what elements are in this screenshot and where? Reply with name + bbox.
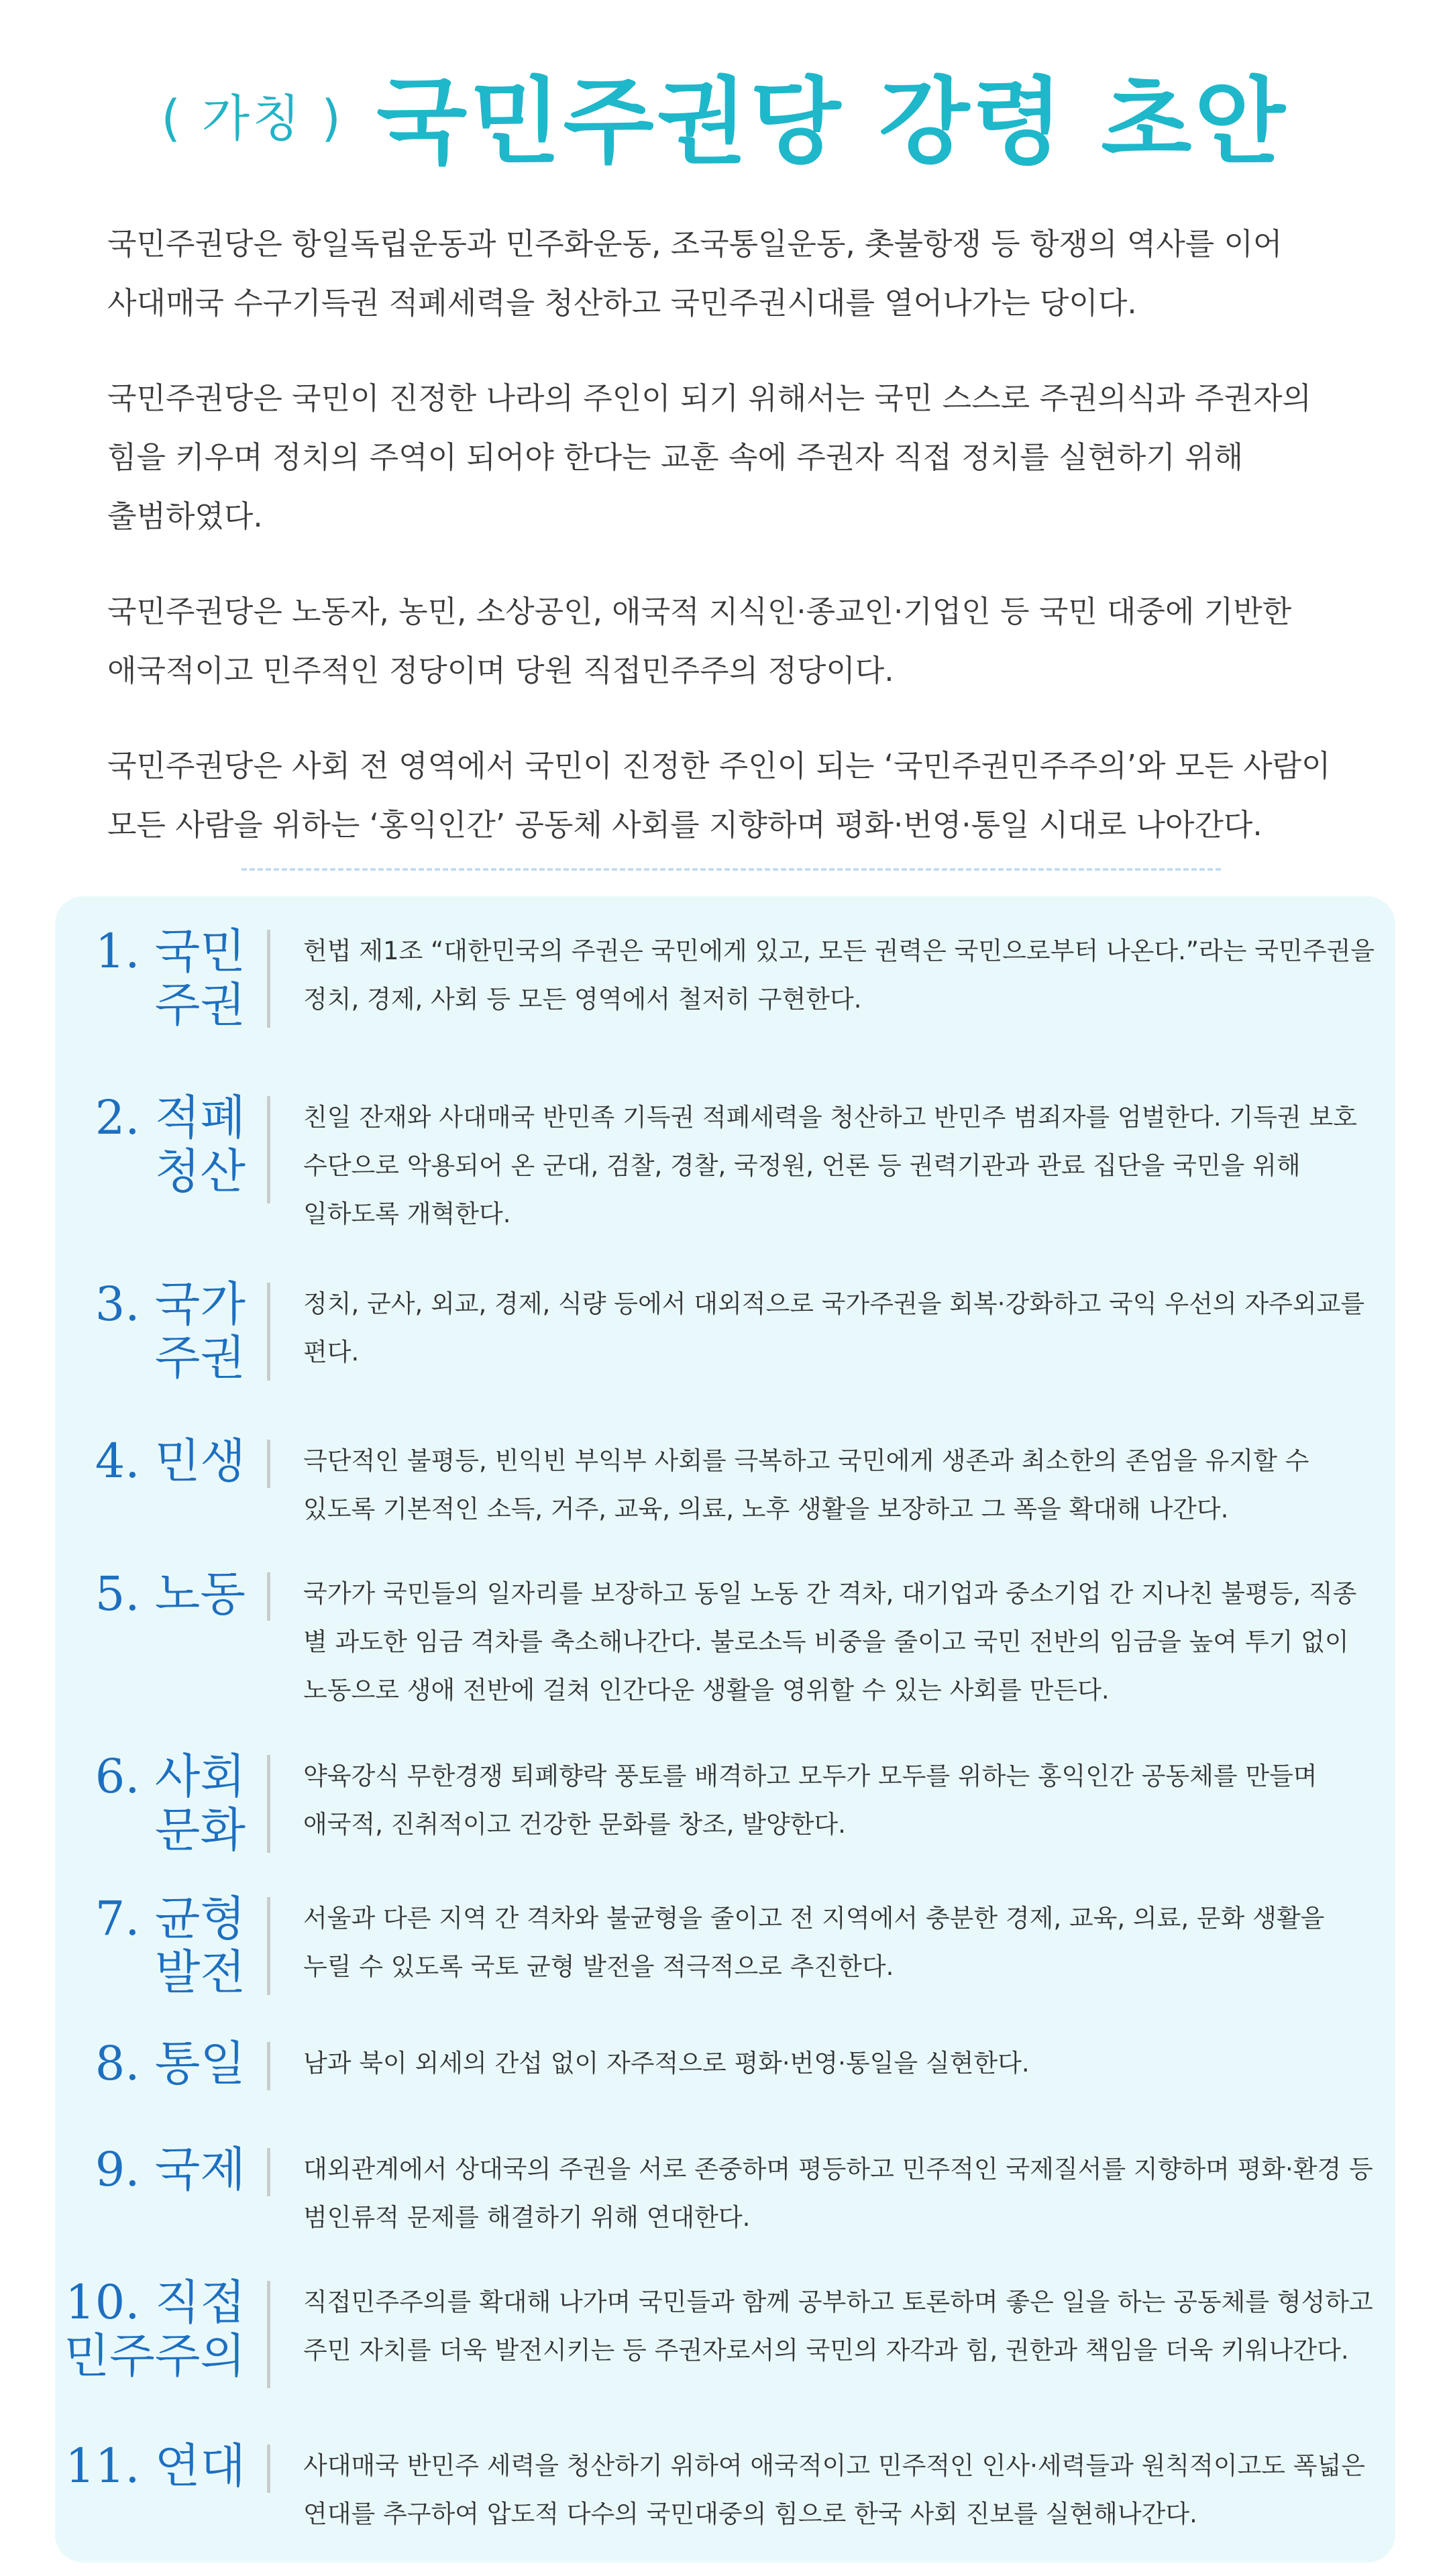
item-label-line1: 6. 사회	[95, 1749, 246, 1804]
item-label-line1: 3. 국가	[95, 1277, 246, 1332]
item-divider-bar	[267, 930, 270, 1028]
intro-paragraph-4: 국민주권당은 사회 전 영역에서 국민이 진정한 주인이 되는 ‘국민주권민주주의’와 모든 사람이 모든 사람을 위하는 ‘홍익인간’ 공동체 사회를 지향하며 평화·번영·통일 시대로 나아간다.	[107, 748, 1331, 843]
item-description: 정치, 군사, 외교, 경제, 식량 등에서 대외적으로 국가주권을 회복·강화하고 국익 우선의 자주외교를 편다.	[303, 1289, 1365, 1366]
item-description: 사대매국 반민주 세력을 청산하기 위하여 애국적이고 민주적인 인사·세력들과 원칙적이고도 폭넓은 연대를 추구하여 압도적 다수의 국민대중의 힘으로 한국 사회 진보를 실현해나간다.	[303, 2451, 1366, 2528]
item-label	[55, 1892, 246, 1999]
item-description: 국가가 국민들의 일자리를 보장하고 동일 노동 간 격차, 대기업과 중소기업 간 지나친 불평등, 직종 별 과도한 임금 격차를 축소해나간다. 불로소득 비중을 줄이고 국민 전반의 임금을 높여 투기 없이 노동으로 생애 전반에 걸쳐 인간다운 생활을 영위할 수 있는 사회를 만든다.	[303, 1579, 1357, 1705]
intro-section	[107, 215, 1348, 891]
item-divider-bar	[267, 1755, 270, 1853]
item-label-line1: 9. 국제	[95, 2142, 246, 2197]
item-description: 극단적인 불평등, 빈익빈 부익부 사회를 극복하고 국민에게 생존과 최소한의 존엄을 유지할 수 있도록 기본적인 소득, 거주, 교육, 의료, 노후 생활을 보장하고 그 폭을 확대해 나간다.	[303, 1446, 1309, 1523]
item-label	[55, 1750, 246, 1857]
item-label-line1: 2. 적폐	[95, 1090, 246, 1145]
item-label-line2: 주권	[154, 1330, 246, 1385]
item-label	[55, 2143, 246, 2196]
item-divider-bar	[267, 1096, 270, 1203]
item-label-line1: 5. 노동	[95, 1566, 246, 1621]
item-description: 친일 잔재와 사대매국 반민족 기득권 적폐세력을 청산하고 반민주 범죄자를 엄벌한다. 기득권 보호 수단으로 악용되어 온 군대, 검찰, 경찰, 국정원, 언론 등 권력기관과 관료 집단을 국민을 위해 일하도록 개혁한다.	[303, 1103, 1357, 1228]
item-description: 직접민주주의를 확대해 나가며 국민들과 함께 공부하고 토론하며 좋은 일을 하는 공동체를 형성하고 주민 자치를 더욱 발전시키는 등 주권자로서의 국민의 자각과 힘, 권한과 책임을 더욱 키워나간다.	[303, 2288, 1373, 2365]
document-header	[0, 47, 1449, 181]
item-divider-bar	[267, 2148, 270, 2196]
item-description: 대외관계에서 상대국의 주권을 서로 존중하며 평등하고 민주적인 국제질서를 지향하며 평화·환경 등 범인류적 문제를 해결하기 위해 연대한다.	[303, 2155, 1373, 2232]
item-label-line2: 발전	[154, 1945, 246, 2000]
item-label-line1: 7. 균형	[95, 1891, 246, 1946]
item-label	[55, 1091, 246, 1198]
item-label-line1: 11. 연대	[65, 2438, 246, 2493]
page-title: 국민주권당 강령 초안	[376, 68, 1288, 177]
item-label-line1: 10. 직접	[65, 2275, 246, 2330]
item-label	[55, 924, 246, 1032]
item-label-line2: 청산	[154, 1144, 246, 1199]
item-label-line2: 주권	[154, 977, 246, 1032]
item-label-line2: 문화	[154, 1803, 246, 1858]
item-label-line1: 4. 민생	[95, 1434, 246, 1489]
item-divider-bar	[267, 2281, 270, 2388]
intro-paragraph-2: 국민주권당은 국민이 진정한 나라의 주인이 되기 위해서는 국민 스스로 주권의식과 주권자의 힘을 키우며 정치의 주역이 되어야 한다는 교훈 속에 주권자 직접 정치를 실현하기 위해 출범하였다.	[107, 380, 1311, 534]
item-description: 약육강식 무한경쟁 퇴폐향락 풍토를 배격하고 모두가 모두를 위하는 홍익인간 공동체를 만들며 애국적, 진취적이고 건강한 문화를 창조, 발양한다.	[303, 1762, 1318, 1839]
intro-paragraph-1: 국민주권당은 항일독립운동과 민주화운동, 조국통일운동, 촛불항쟁 등 항쟁의 역사를 이어 사대매국 수구기득권 적폐세력을 청산하고 국민주권시대를 열어나가는 당이다.	[107, 226, 1283, 321]
platform-items-panel	[55, 896, 1395, 2563]
item-divider-bar	[267, 2445, 270, 2493]
item-label	[55, 1434, 246, 1488]
item-label	[55, 2439, 246, 2493]
item-divider-bar	[267, 1283, 270, 1381]
item-description: 남과 북이 외세의 간섭 없이 자주적으로 평화·번영·통일을 실현한다.	[303, 2049, 1030, 2078]
item-label	[55, 2275, 246, 2383]
item-label-line1: 8. 통일	[95, 2036, 246, 2091]
item-divider-bar	[267, 1897, 270, 1995]
item-divider-bar	[267, 1440, 270, 1488]
item-divider-bar	[267, 2042, 270, 2090]
item-label	[55, 1567, 246, 1621]
item-label	[55, 2037, 246, 2090]
intro-paragraph-3: 국민주권당은 노동자, 농민, 소상공인, 애국적 지식인·종교인·기업인 등 국민 대중에 기반한 애국적이고 민주적인 정당이며 당원 직접민주주의 정당이다.	[107, 594, 1292, 688]
item-label-line1: 1. 국민	[95, 924, 246, 979]
item-description: 서울과 다른 지역 간 격차와 불균형을 줄이고 전 지역에서 충분한 경제, 교육, 의료, 문화 생활을 누릴 수 있도록 국토 균형 발전을 적극적으로 추진한다.	[303, 1904, 1325, 1981]
dashed-divider	[241, 868, 1221, 871]
item-divider-bar	[267, 1572, 270, 1621]
item-label-line2: 민주주의	[64, 2328, 246, 2383]
item-description: 헌법 제1조 “대한민국의 주권은 국민에게 있고, 모든 권력은 국민으로부터 나온다.”라는 국민주권을 정치, 경제, 사회 등 모든 영역에서 철저히 구현한다.	[303, 936, 1375, 1014]
item-label	[55, 1277, 246, 1385]
title-prefix: ( 가칭 )	[161, 89, 343, 148]
